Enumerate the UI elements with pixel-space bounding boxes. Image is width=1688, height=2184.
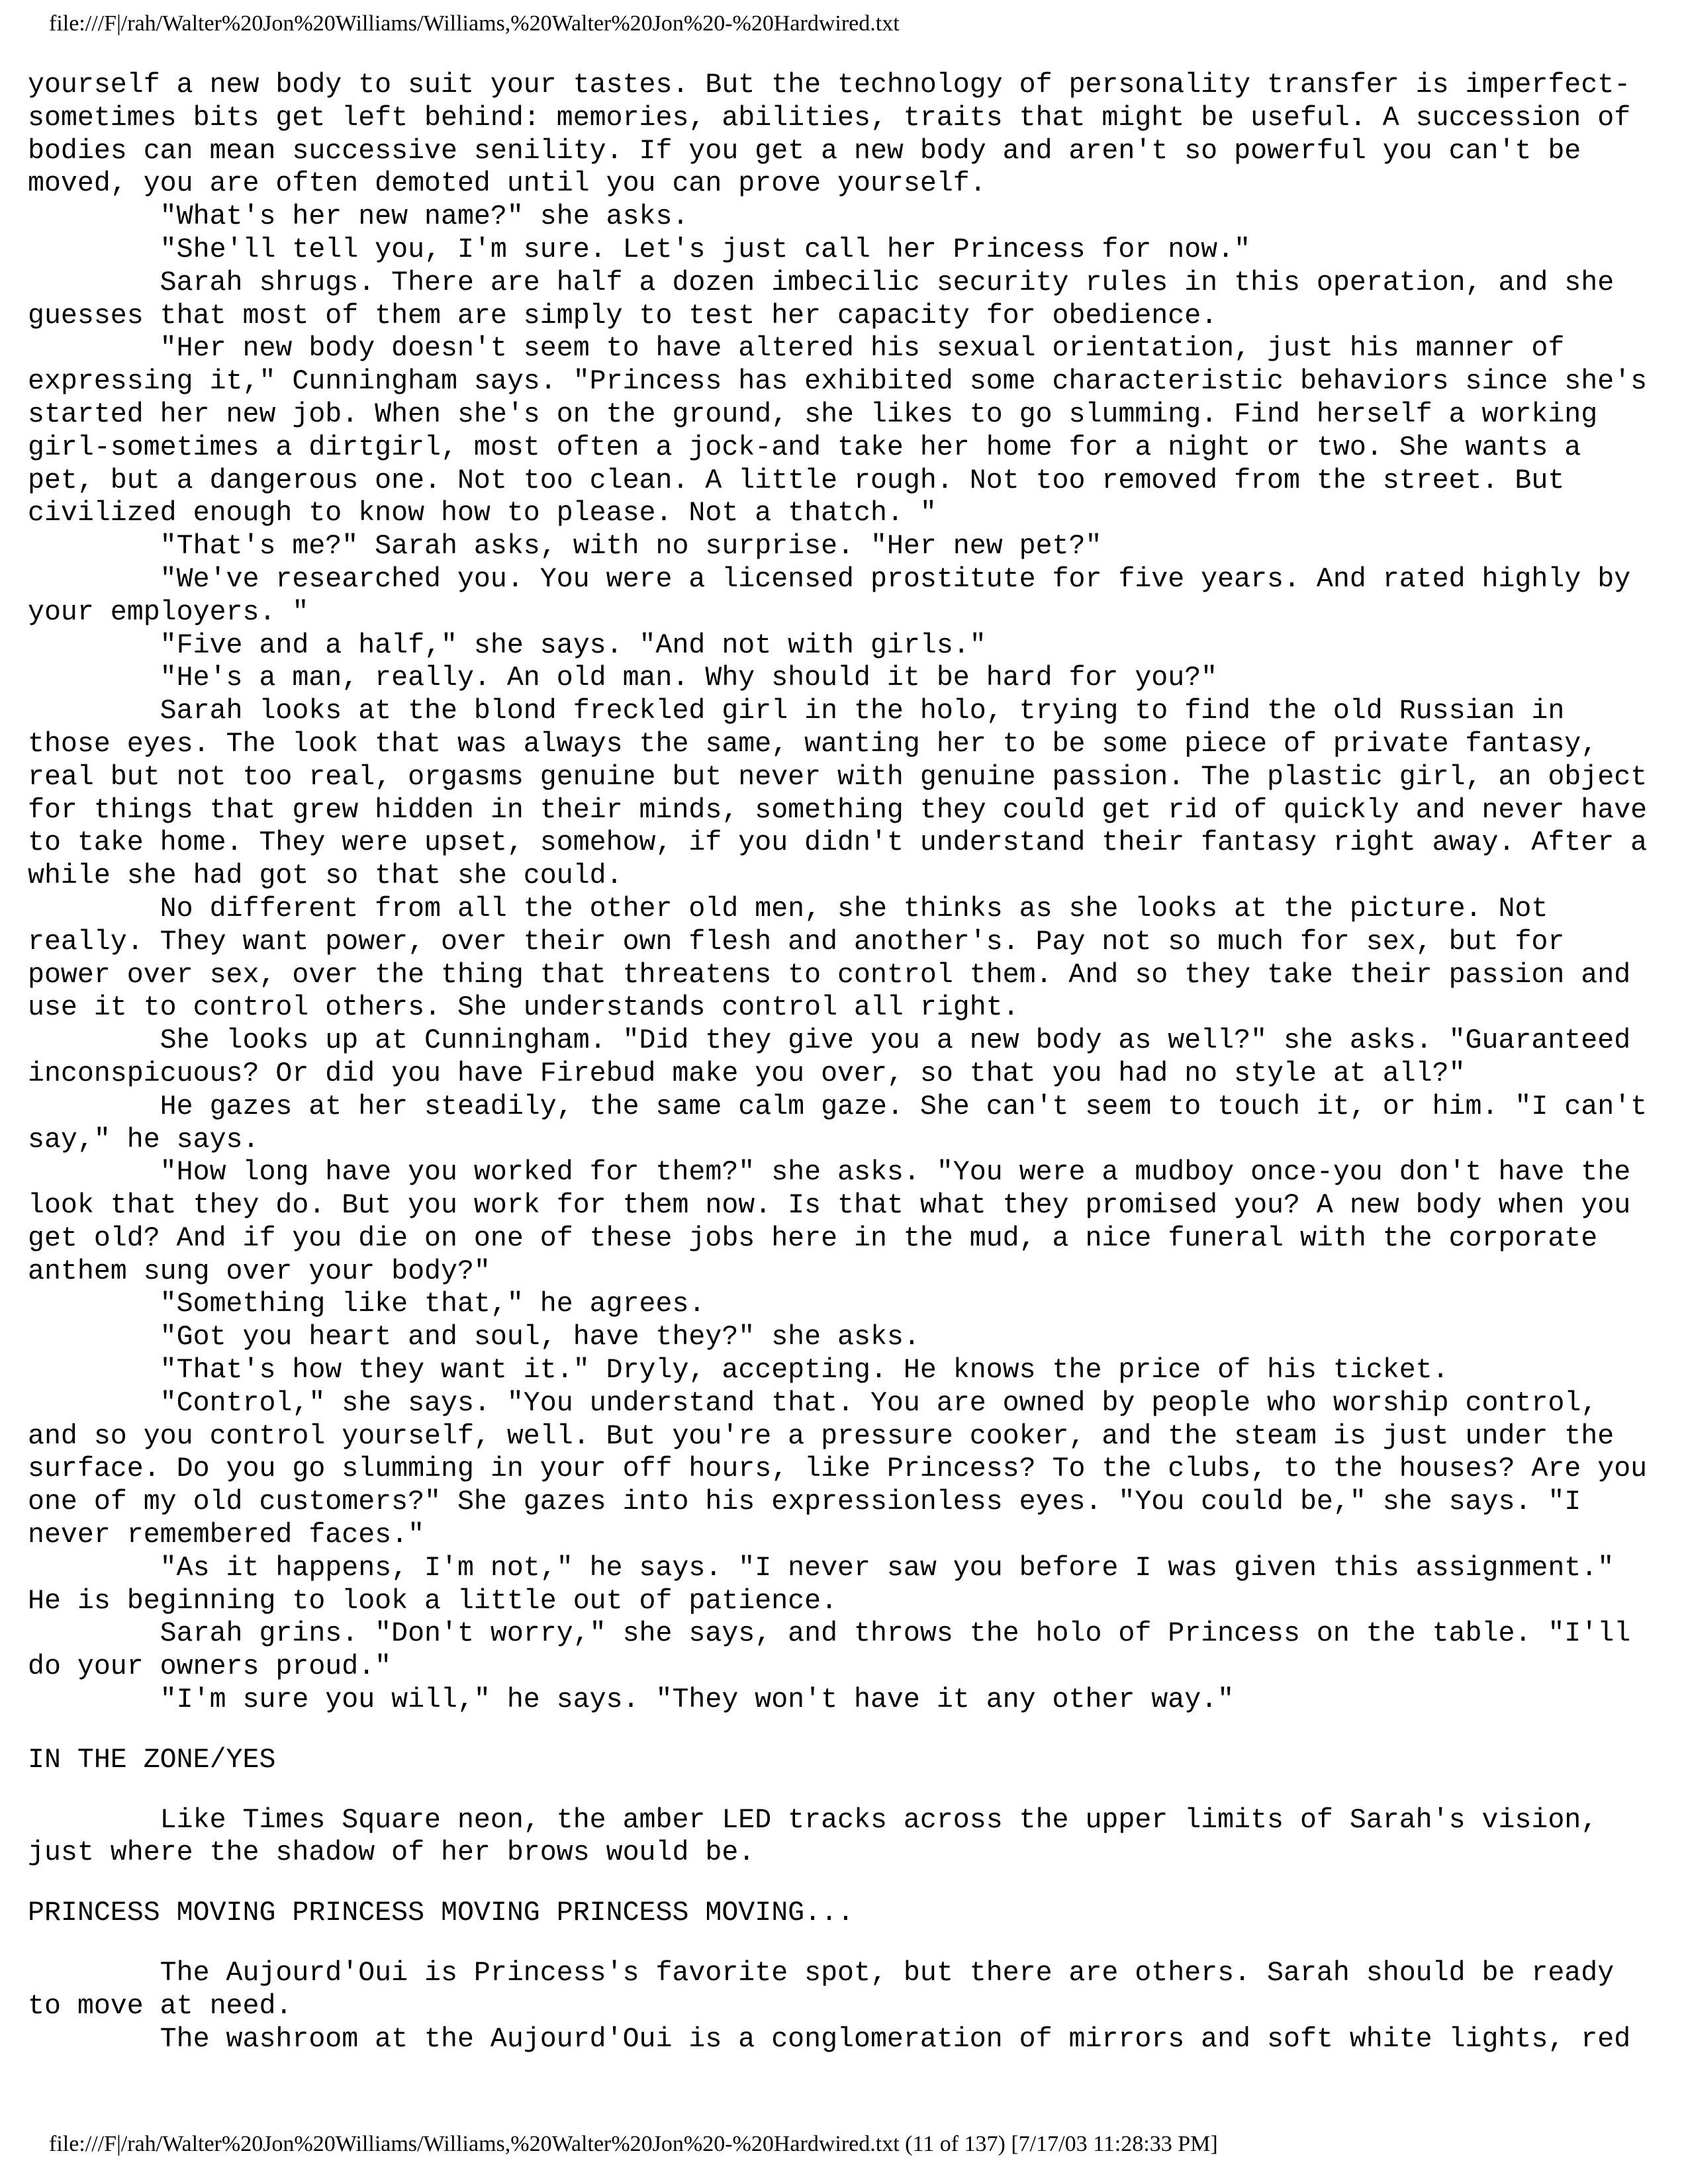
text-line: inconspicuous? Or did you have Firebud make you over, so that you had no style at all?": [28, 1058, 1466, 1089]
text-line: girl-sometimes a dirtgirl, most often a jock-and take her home for a night or two. She wants a: [28, 432, 1581, 463]
text-line: say," he says.: [28, 1124, 259, 1156]
text-line: pet, but a dangerous one. Not too clean. A little rough. Not too removed from the street. But: [28, 465, 1565, 496]
text-line: look that they do. But you work for them now. Is that what they promised you? A new body when you: [28, 1190, 1631, 1222]
text-line: started her new job. When she's on the ground, she likes to go slumming. Find herself a working: [28, 398, 1598, 430]
blank-line: [28, 1870, 1669, 1897]
text-line: moved, you are often demoted until you can prove yourself.: [28, 168, 986, 200]
text-line: He is beginning to look a little out of patience.: [28, 1585, 838, 1617]
text-line: expressing it," Cunningham says. "Princess has exhibited some characteristic behaviors since she's: [28, 366, 1648, 398]
text-line: civilized enough to know how to please. Not a thatch. ": [28, 498, 937, 529]
document-body: [28, 69, 1669, 2056]
text-line: No different from all the other old men, she thinks as she looks at the picture. Not: [28, 893, 1548, 925]
text-line: anthem sung over your body?": [28, 1255, 491, 1287]
text-line: IN THE ZONE/YES: [28, 1744, 276, 1776]
text-line: use it to control others. She understands control all right.: [28, 992, 1019, 1024]
text-line: for things that grew hidden in their minds, something they could get rid of quickly and never have: [28, 794, 1648, 826]
text-line: Sarah shrugs. There are half a dozen imbecilic security rules in this operation, and she: [28, 267, 1615, 298]
text-line: Like Times Square neon, the amber LED tracks across the upper limits of Sarah's vision,: [28, 1804, 1598, 1836]
text-line: "We've researched you. You were a licensed prostitute for five years. And rated highly by: [28, 563, 1631, 595]
text-line: "That's how they want it." Dryly, accepting. He knows the price of his ticket.: [28, 1355, 1449, 1387]
text-line: She looks up at Cunningham. "Did they give you a new body as well?" she asks. "Guaranteed: [28, 1025, 1631, 1057]
text-line: surface. Do you go slumming in your off hours, like Princess? To the clubs, to the houses? Are you: [28, 1453, 1648, 1485]
text-line: "Something like that," he agrees.: [28, 1289, 706, 1320]
text-line: "What's her new name?" she asks.: [28, 201, 689, 233]
blank-line: [28, 1717, 1669, 1744]
text-line: "I'm sure you will," he says. "They won't have it any other way.": [28, 1684, 1235, 1716]
text-line: The washroom at the Aujourd'Oui is a conglomeration of mirrors and soft white lights, red: [28, 2023, 1631, 2055]
text-line: PRINCESS MOVING PRINCESS MOVING PRINCESS MOVING...: [28, 1897, 855, 1929]
text-line: bodies can mean successive senility. If you get a new body and aren't so powerful you can't be: [28, 135, 1581, 167]
text-line: "She'll tell you, I'm sure. Let's just call her Princess for now.": [28, 234, 1251, 265]
text-line: guesses that most of them are simply to test her capacity for obedience.: [28, 300, 1218, 332]
text-line: The Aujourd'Oui is Princess's favorite spot, but there are others. Sarah should be ready: [28, 1958, 1615, 1989]
text-line: to move at need.: [28, 1990, 293, 2022]
text-line: and so you control yourself, well. But you're a pressure cooker, and the steam is just under the: [28, 1420, 1615, 1452]
text-line: real but not too real, orgasms genuine but never with genuine passion. The plastic girl, an object: [28, 761, 1648, 793]
text-line: He gazes at her steadily, the same calm gaze. She can't seem to touch it, or him. "I can't: [28, 1091, 1648, 1122]
text-line: "Got you heart and soul, have they?" she asks.: [28, 1322, 920, 1353]
text-line: just where the shadow of her brows would be.: [28, 1837, 755, 1869]
text-line: power over sex, over the thing that threatens to control them. And so they take their passion and: [28, 959, 1631, 991]
text-line: sometimes bits get left behind: memories, abilities, traits that might be useful. A succession of: [28, 102, 1631, 134]
text-line: those eyes. The look that was always the same, wanting her to be some piece of private fantasy,: [28, 728, 1598, 760]
text-line: "He's a man, really. An old man. Why should it be hard for you?": [28, 662, 1218, 694]
text-line: your employers. ": [28, 596, 309, 628]
text-line: do your owners proud.": [28, 1651, 392, 1683]
text-line: yourself a new body to suit your tastes. But the technology of personality transfer is imperfect-: [28, 69, 1631, 101]
text-line: to take home. They were upset, somehow, if you didn't understand their fantasy right away. After a: [28, 827, 1648, 859]
text-line: "How long have you worked for them?" she asks. "You were a mudboy once-you don't have the: [28, 1157, 1631, 1189]
text-line: "Her new body doesn't seem to have altered his sexual orientation, just his manner of: [28, 333, 1565, 365]
text-line: Sarah grins. "Don't worry," she says, and throws the holo of Princess on the table. "I'll: [28, 1618, 1631, 1650]
text-line: "That's me?" Sarah asks, with no surprise. "Her new pet?": [28, 531, 1102, 563]
text-line: "Control," she says. "You understand that. You are owned by people who worship control,: [28, 1387, 1598, 1419]
text-line: one of my old customers?" She gazes into his expressionless eyes. "You could be," she says. "I: [28, 1486, 1581, 1518]
text-line: really. They want power, over their own flesh and another's. Pay not so much for sex, but for: [28, 926, 1565, 958]
page-header-path: file:///F|/rah/Walter%20Jon%20Williams/Williams,%20Walter%20Jon%20-%20Hardwired.txt: [49, 11, 900, 36]
blank-line: [28, 1777, 1669, 1804]
text-line: get old? And if you die on one of these jobs here in the mud, a nice funeral with the corporate: [28, 1222, 1598, 1254]
text-line: "As it happens, I'm not," he says. "I never saw you before I was given this assignment.": [28, 1552, 1615, 1584]
text-line: "Five and a half," she says. "And not with girls.": [28, 629, 986, 661]
blank-line: [28, 1930, 1669, 1957]
page-footer: file:///F|/rah/Walter%20Jon%20Williams/Williams,%20Walter%20Jon%20-%20Hardwired.txt (11 of 137) [7/17/03 11:28:33 PM]: [49, 2132, 1218, 2156]
text-line: while she had got so that she could.: [28, 860, 623, 892]
text-line: never remembered faces.": [28, 1520, 425, 1551]
text-line: Sarah looks at the blond freckled girl in the holo, trying to find the old Russian in: [28, 696, 1565, 727]
